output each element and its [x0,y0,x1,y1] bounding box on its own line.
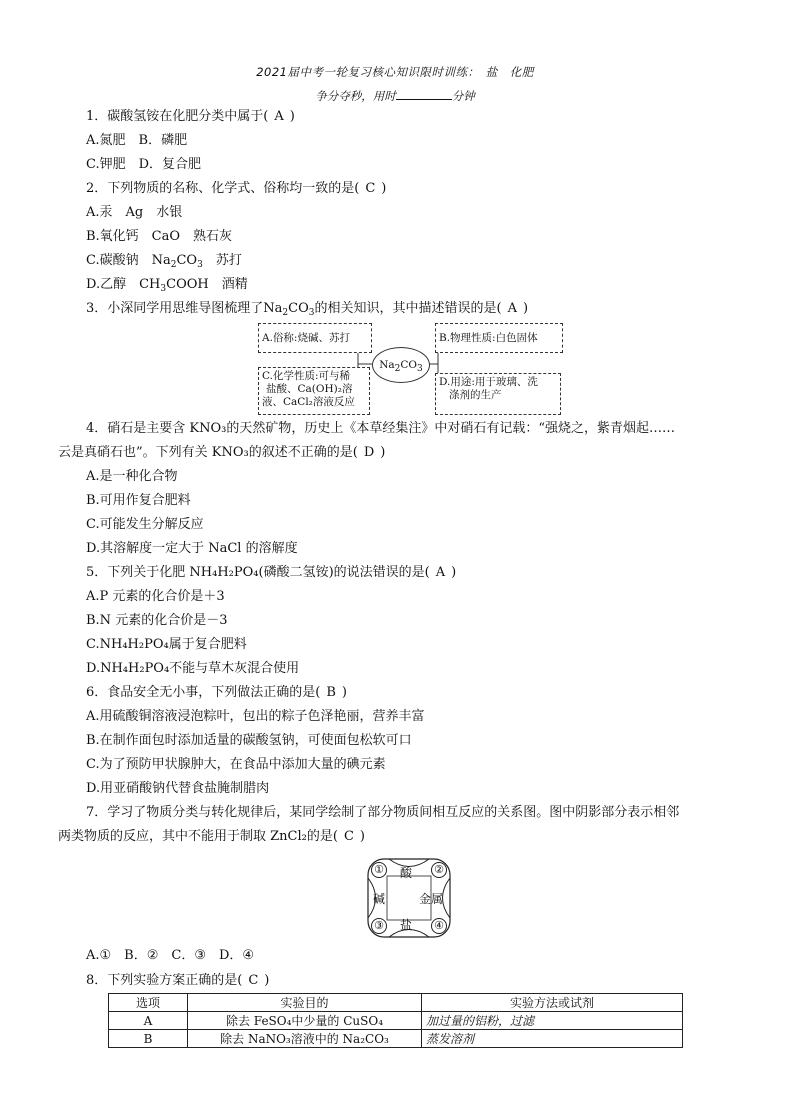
question-2-answer: C [365,181,376,196]
subscript: 2 [170,260,177,270]
table-cell: B [109,1030,188,1048]
node-d-line: 涤剂的生产 [449,389,502,401]
relation-diagram [367,858,451,938]
question-7-line-2 [58,829,365,845]
subscript: 3 [308,308,315,318]
question-3 [86,301,528,317]
question-8 [86,973,269,989]
question-1-stem: 1．碳酸氢铵在化肥分类中属于( [86,109,269,124]
text: 的相关知识，其中描述错误的是( [314,301,502,316]
mind-map-node-b: B.物理性质:白色固体 [435,323,563,353]
paren-close: ) [451,565,457,580]
mind-map-node-c [258,367,370,415]
question-2-stem: 2．下列物质的名称、化学式、俗称均一致的是( [86,181,360,196]
page-title: 2021届中考一轮复习核心知识限时训练： 盐 化肥 [256,65,534,79]
node-c-line: 液、CaCl₂溶液反应 [262,396,355,408]
paren-close: ) [359,829,365,844]
mind-map-center [372,347,430,383]
question-4-option-c: C.可能发生分解反应 [86,517,204,532]
paren-close: ) [380,445,386,460]
question-6-option-b: B.在制作面包时添加适量的碳酸氢钠，可使面包松软可口 [86,733,412,748]
question-2 [86,181,386,197]
question-6-option-c: C.为了预防甲状腺肿大，在食品中添加大量的碘元素 [86,757,386,772]
relation-base: 碱 [373,892,386,906]
experiment-table [108,993,683,1048]
question-7-answer: C [343,829,354,844]
question-2-option-b: B.氧化钙 CaO 熟石灰 [86,229,233,244]
text: D.乙醇 CH [86,277,161,292]
question-2-option-a: A.汞 Ag 水银 [86,205,183,220]
mind-map [258,320,563,416]
relation-marker-2: ② [431,862,447,878]
question-5-option-d: D.NH₄H₂PO₄不能与草木灰混合使用 [86,661,300,676]
table-cell: A [109,1012,188,1030]
table-cell: 蒸发溶剂 [422,1030,683,1048]
question-2-option-d [86,277,248,293]
text: C.碳酸钠 Na [86,253,171,268]
question-5-option-b: B.N 元素的化合价是－3 [86,613,228,628]
question-5 [86,565,456,581]
relation-marker-3: ③ [371,918,387,934]
subscript: 2 [282,308,289,318]
paren-close: ) [341,685,347,700]
question-1-options-ab: A.氮肥 B．磷肥 [86,133,188,148]
question-6-answer: B [326,685,336,700]
table-header: 实验目的 [188,994,422,1012]
question-5-answer: A [435,565,446,580]
text: 3．小深同学用思维导图梳理了Na [86,301,283,316]
paren-close: ) [522,301,529,316]
question-7-line-1: 7．学习了物质分类与转化规律后，某同学绘制了部分物质间相互反应的关系图。图中阴影部分表示相邻 [86,805,680,820]
node-c-line: C.化学性质:可与稀 [262,370,351,382]
node-d-line: D.用途:用于玻璃、洗 [439,376,538,388]
table-cell: 除去 NaNO₃溶液中的 Na₂CO₃ [188,1030,422,1048]
table-cell: 加过量的铝粉，过滤 [422,1012,683,1030]
text: COOH 酒精 [166,277,248,292]
text: Na [379,359,395,371]
relation-marker-4: ④ [431,918,447,934]
question-3-answer: A [507,301,517,316]
subscript: 2 [394,364,401,374]
question-6-option-a: A.用硫酸铜溶液浸泡粽叶，包出的粽子色泽艳丽，营养丰富 [86,709,425,724]
question-5-stem: 5．下列关于化肥 NH₄H₂PO₄(磷酸二氢铵)的说法错误的是( [86,565,430,580]
text: CO [400,359,418,371]
question-5-option-c: C.NH₄H₂PO₄属于复合肥料 [86,637,247,652]
question-1 [86,109,295,125]
question-4-option-b: B.可用作复合肥料 [86,493,191,508]
relation-marker-1: ① [371,862,387,878]
table-cell: 除去 FeSO₄中少量的 CuSO₄ [188,1012,422,1030]
question-4-line-2 [58,445,385,461]
question-5-option-a: A.P 元素的化合价是＋3 [86,589,225,604]
subscript: 3 [160,284,167,294]
time-blank[interactable] [396,88,452,100]
question-2-option-c [86,253,242,269]
mind-map-node-a: A.俗称:烧碱、苏打 [258,323,372,353]
table-row [109,1012,683,1030]
time-prompt: 争分夺秒，用时 [315,89,396,103]
question-4-line-1: 4．硝石是主要含 KNO₃的天然矿物，历史上《本草经集注》中对硝石有记载：“强烧之，紫青烟起…… [86,421,676,436]
text: 云是真硝石也”。下列有关 KNO₃的叙述不正确的是( [58,445,358,460]
question-4-option-a: A.是一种化合物 [86,469,178,484]
question-1-answer: A [274,109,284,124]
text: 两类物质的反应，其中不能用于制取 ZnCl₂的是( [58,829,338,844]
question-7-options: A.① B．② C．③ D．④ [86,948,255,963]
question-8-answer: C [248,973,259,988]
subscript: 3 [417,364,423,374]
mind-map-node-d [435,373,561,415]
question-6 [86,685,347,701]
relation-metal: 金属 [419,892,444,906]
text: CO [288,301,309,316]
paren-close: ) [289,109,295,124]
time-line [0,88,790,104]
table-header-row [109,994,683,1012]
text: 苏打 [202,253,242,268]
subscript: 3 [197,260,203,270]
text: CO [176,253,198,268]
time-unit: 分钟 [451,89,475,103]
relation-salt: 盐 [400,918,413,932]
paren-close: ) [381,181,387,196]
table-row [109,1030,683,1048]
node-c-line: 盐酸、Ca(OH)₂溶 [266,383,353,395]
question-1-options-cd: C.钾肥 D．复合肥 [86,157,202,172]
relation-acid: 酸 [400,866,413,880]
question-6-stem: 6．食品安全无小事，下列做法正确的是( [86,685,321,700]
question-4-answer: D [363,445,375,460]
question-6-option-d: D.用亚硝酸钠代替食盐腌制腊肉 [86,781,270,796]
table-header: 实验方法或试剂 [422,994,683,1012]
table-header: 选项 [109,994,188,1012]
question-4-option-d: D.其溶解度一定大于 NaCl 的溶解度 [86,541,298,556]
paren-close: ) [264,973,270,988]
question-8-stem: 8．下列实验方案正确的是( [86,973,243,988]
